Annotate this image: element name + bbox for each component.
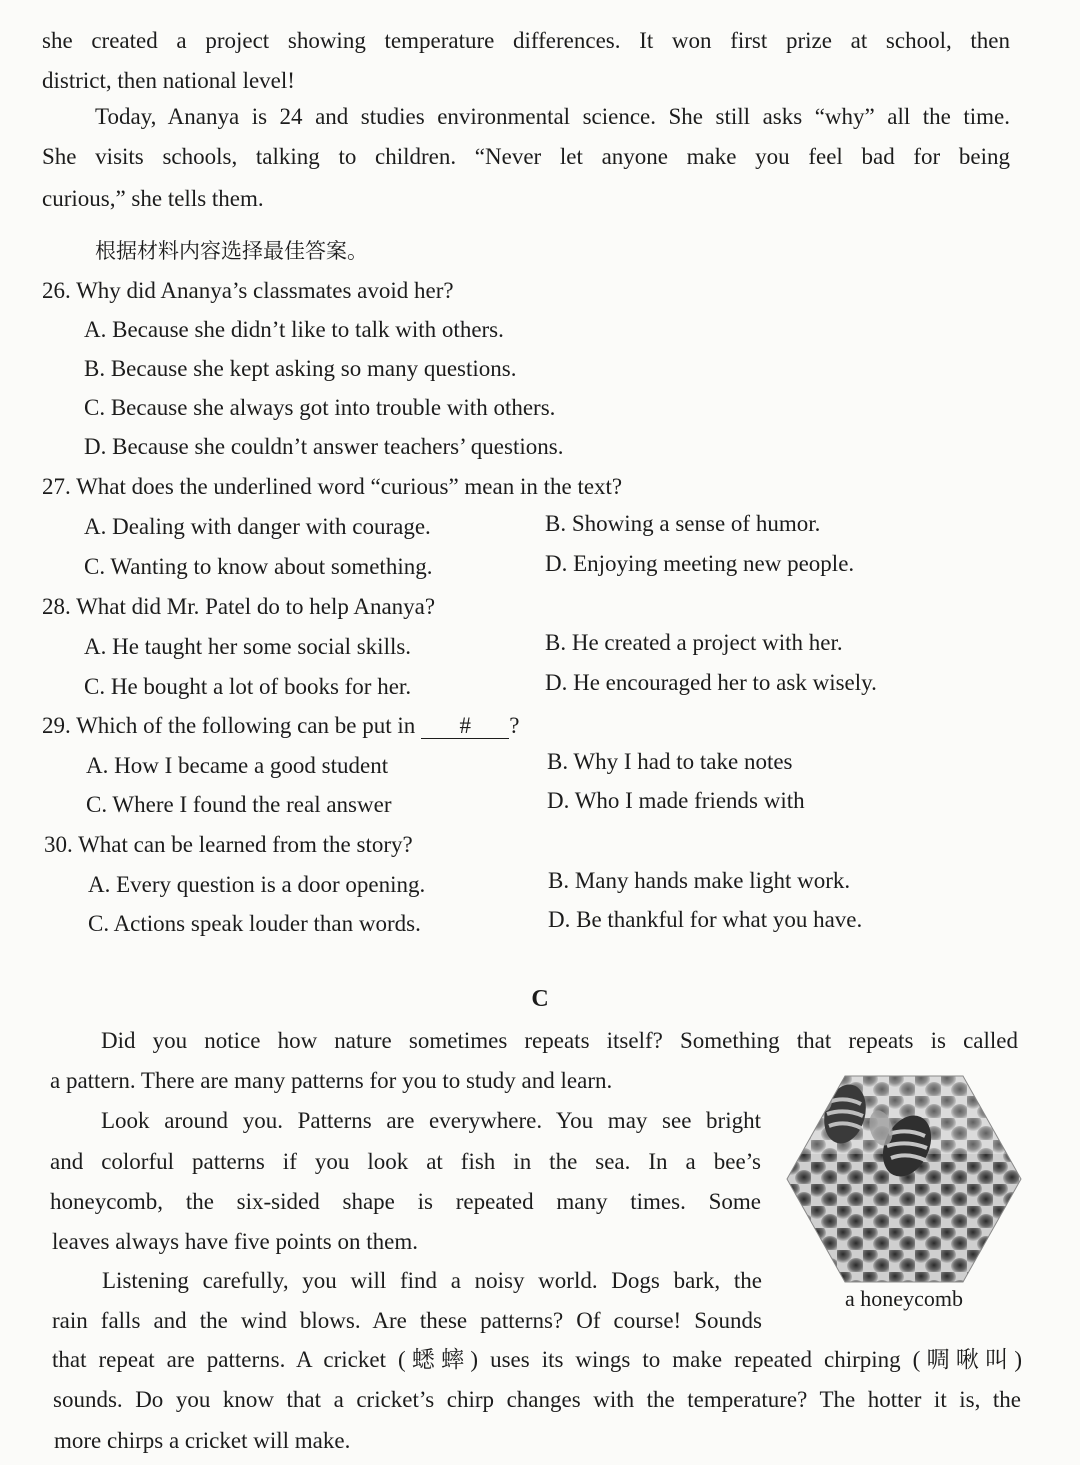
passage-line: a pattern. There are many patterns for you to study and learn. — [50, 1068, 613, 1093]
passage-line: more chirps a cricket will make. — [54, 1428, 351, 1453]
option: A. Every question is a door opening. — [88, 872, 426, 897]
question-stem: 30. What can be learned from the story? — [44, 832, 413, 857]
question-stem-text: 29. Which of the following can be put in — [42, 713, 416, 738]
passage-line: Today, Ananya is 24 and studies environmental science. She still asks “why” all the time. — [95, 104, 1010, 129]
option: A. Because she didn’t like to talk with others. — [84, 317, 504, 342]
passage-line: that repeat are patterns. A cricket (蟋蟀) uses its wings to make repeated chirping (啁啾叫) — [52, 1347, 1022, 1372]
option: B. He created a project with her. — [545, 630, 843, 655]
passage-line: leaves always have five points on them. — [52, 1229, 418, 1254]
option: B. Because she kept asking so many questions. — [84, 356, 517, 381]
passage-line: Look around you. Patterns are everywhere. You may see bright — [101, 1108, 761, 1133]
option: D. Enjoying meeting new people. — [545, 551, 855, 576]
answer-blank: # — [421, 714, 509, 739]
option: A. How I became a good student — [86, 753, 389, 778]
passage-line: rain falls and the wind blows. Are these patterns? Of course! Sounds — [52, 1308, 762, 1333]
option: C. He bought a lot of books for her. — [84, 674, 412, 699]
option: D. Who I made friends with — [547, 788, 805, 813]
option: C. Actions speak louder than words. — [88, 911, 421, 936]
passage-line: Listening carefully, you will find a noisy world. Dogs bark, the — [102, 1268, 762, 1293]
option: C. Where I found the real answer — [86, 792, 392, 817]
instruction: 根据材料内容选择最佳答案。 — [95, 239, 368, 263]
option: B. Why I had to take notes — [547, 749, 793, 774]
section-heading: C — [531, 986, 549, 1012]
option: D. Be thankful for what you have. — [548, 907, 863, 932]
option: B. Showing a sense of humor. — [545, 511, 821, 536]
passage-line: she created a project showing temperature differences. It won first prize at school, then — [42, 28, 1010, 53]
passage-line: honeycomb, the six-sided shape is repeated many times. Some — [50, 1189, 761, 1214]
passage-line: She visits schools, talking to children. “Never let anyone make you feel bad for being — [42, 144, 1010, 169]
passage-line: and colorful patterns if you look at fish in the sea. In a bee’s — [50, 1149, 761, 1174]
passage-line: sounds. Do you know that a cricket’s chirp changes with the temperature? The hotter it is, the — [53, 1387, 1021, 1412]
option: C. Because she always got into trouble with others. — [84, 395, 556, 420]
question-stem: 27. What does the underlined word “curious” mean in the text? — [42, 474, 623, 499]
option: D. He encouraged her to ask wisely. — [545, 670, 877, 695]
passage-line: Did you notice how nature sometimes repeats itself? Something that repeats is called — [101, 1028, 1018, 1053]
option: A. He taught her some social skills. — [84, 634, 412, 659]
question-stem: 26. Why did Ananya’s classmates avoid her? — [42, 278, 454, 303]
figure-caption: a honeycomb — [845, 1286, 963, 1311]
honeycomb-image — [785, 1074, 1023, 1284]
passage-line: curious,” she tells them. — [42, 186, 264, 211]
option: A. Dealing with danger with courage. — [84, 514, 431, 539]
passage-line: district, then national level! — [42, 68, 295, 93]
option: C. Wanting to know about something. — [84, 554, 433, 579]
option: B. Many hands make light work. — [548, 868, 851, 893]
question-stem: 28. What did Mr. Patel do to help Ananya? — [42, 594, 436, 619]
option: D. Because she couldn’t answer teachers’ questions. — [84, 434, 564, 459]
question-stem — [42, 711, 519, 741]
question-stem-end: ? — [509, 713, 520, 738]
